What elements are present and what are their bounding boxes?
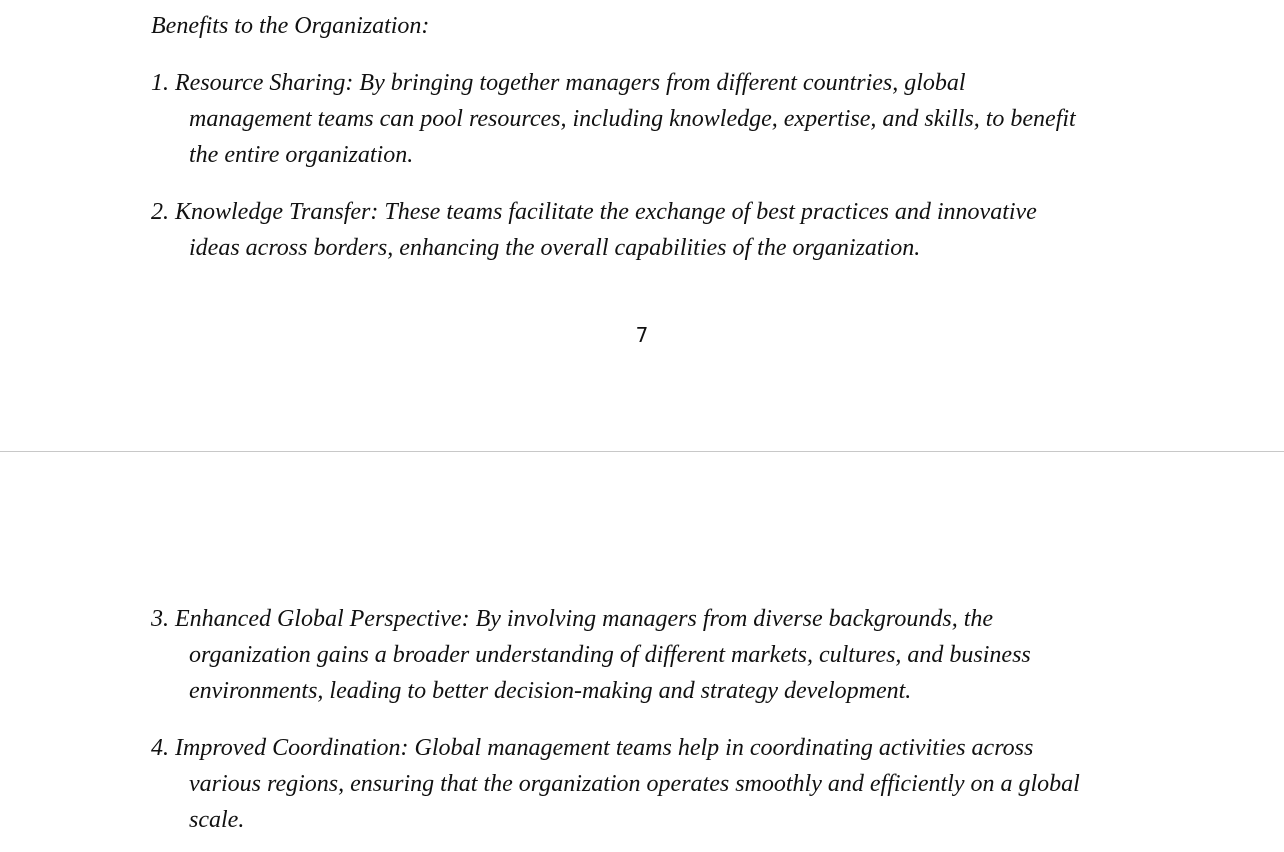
list-item-global-perspective — [151, 601, 1151, 709]
list-item-line: 2. Knowledge Transfer: These teams facilitate the exchange of best practices and innovative — [151, 199, 1037, 225]
list-item-line: ideas across borders, enhancing the overall capabilities of the organization. — [189, 235, 921, 261]
list-item-improved-coordination — [151, 730, 1151, 838]
list-item-line: organization gains a broader understanding of different markets, cultures, and business — [189, 642, 1031, 668]
list-item-line: various regions, ensuring that the organization operates smoothly and efficiently on a global — [189, 771, 1080, 797]
section-heading: Benefits to the Organization: — [151, 13, 430, 39]
list-item-line: the entire organization. — [189, 142, 414, 168]
list-item-line: 1. Resource Sharing: By bringing together managers from different countries, global — [151, 70, 966, 96]
list-item-line: management teams can pool resources, including knowledge, expertise, and skills, to benefit — [189, 106, 1076, 132]
list-item-resource-sharing — [151, 65, 1151, 173]
list-item-line: 4. Improved Coordination: Global management teams help in coordinating activities across — [151, 735, 1034, 761]
list-item-knowledge-transfer — [151, 194, 1151, 266]
list-item-line: 3. Enhanced Global Perspective: By involving managers from diverse backgrounds, the — [151, 606, 994, 632]
document-page-8 — [0, 452, 1284, 852]
page-number: 7 — [635, 323, 649, 347]
list-item-line: scale. — [189, 807, 245, 833]
list-item-line: environments, leading to better decision-making and strategy development. — [189, 678, 912, 704]
